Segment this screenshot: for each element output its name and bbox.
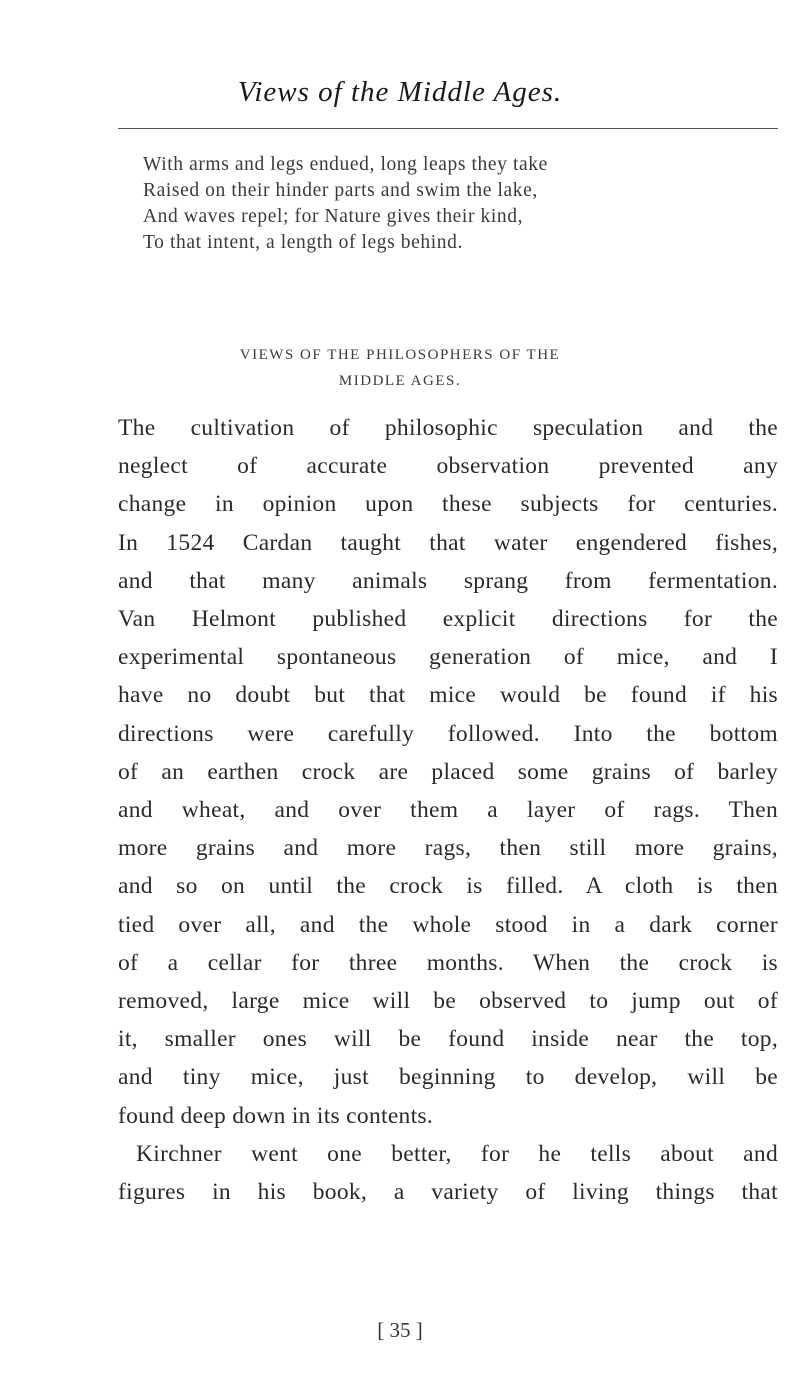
body-line: tied over all, and the whole stood in a dark corner (118, 911, 778, 938)
header-rule (118, 128, 778, 129)
body-line: experimental spontaneous generation of mice, and I (118, 644, 778, 671)
body-line: more grains and more rags, then still more grains, (118, 835, 778, 862)
verse-block (143, 152, 763, 256)
body-text (118, 409, 778, 1211)
body-line: figures in his book, a variety of living things that (118, 1179, 778, 1206)
section-heading-line: VIEWS OF THE PHILOSOPHERS OF THE (239, 347, 561, 363)
verse-line: With arms and legs endued, long leaps they take (143, 154, 548, 175)
body-line: In 1524 Cardan taught that water engendered fishes, (118, 529, 778, 556)
body-line: of a cellar for three months. When the crock is (118, 949, 778, 976)
verse-line: Raised on their hinder parts and swim the lake, (143, 180, 538, 201)
running-head: Views of the Middle Ages. (237, 76, 563, 108)
body-line: directions were carefully followed. Into the bottom (118, 720, 778, 747)
body-line: Kirchner went one better, for he tells about and (136, 1140, 778, 1167)
body-line: and that many animals sprang from fermentation. (118, 567, 778, 594)
body-line: Van Helmont published explicit directions for the (118, 606, 778, 633)
body-line: and wheat, and over them a layer of rags. Then (118, 797, 778, 824)
body-line: change in opinion upon these subjects for centuries. (118, 491, 778, 518)
body-line: and so on until the crock is filled. A cloth is then (118, 873, 778, 900)
verse-line: And waves repel; for Nature gives their kind, (143, 206, 524, 227)
body-line: The cultivation of philosophic speculation and the (118, 415, 778, 441)
page-number: [ 35 ] (377, 1318, 423, 1342)
section-heading-line: MIDDLE AGES. (338, 373, 462, 389)
body-line: neglect of accurate observation prevented any (118, 453, 778, 480)
body-line: removed, large mice will be observed to jump out of (118, 988, 778, 1015)
body-line: found deep down in its contents. (118, 1102, 434, 1129)
body-line: have no doubt but that mice would be found if his (118, 682, 778, 709)
body-line: and tiny mice, just beginning to develop, will be (118, 1064, 778, 1091)
body-line: it, smaller ones will be found inside near the top, (118, 1026, 778, 1053)
body-line: of an earthen crock are placed some grains of barley (118, 758, 778, 785)
section-heading (0, 342, 800, 394)
verse-line: To that intent, a length of legs behind. (143, 232, 463, 253)
